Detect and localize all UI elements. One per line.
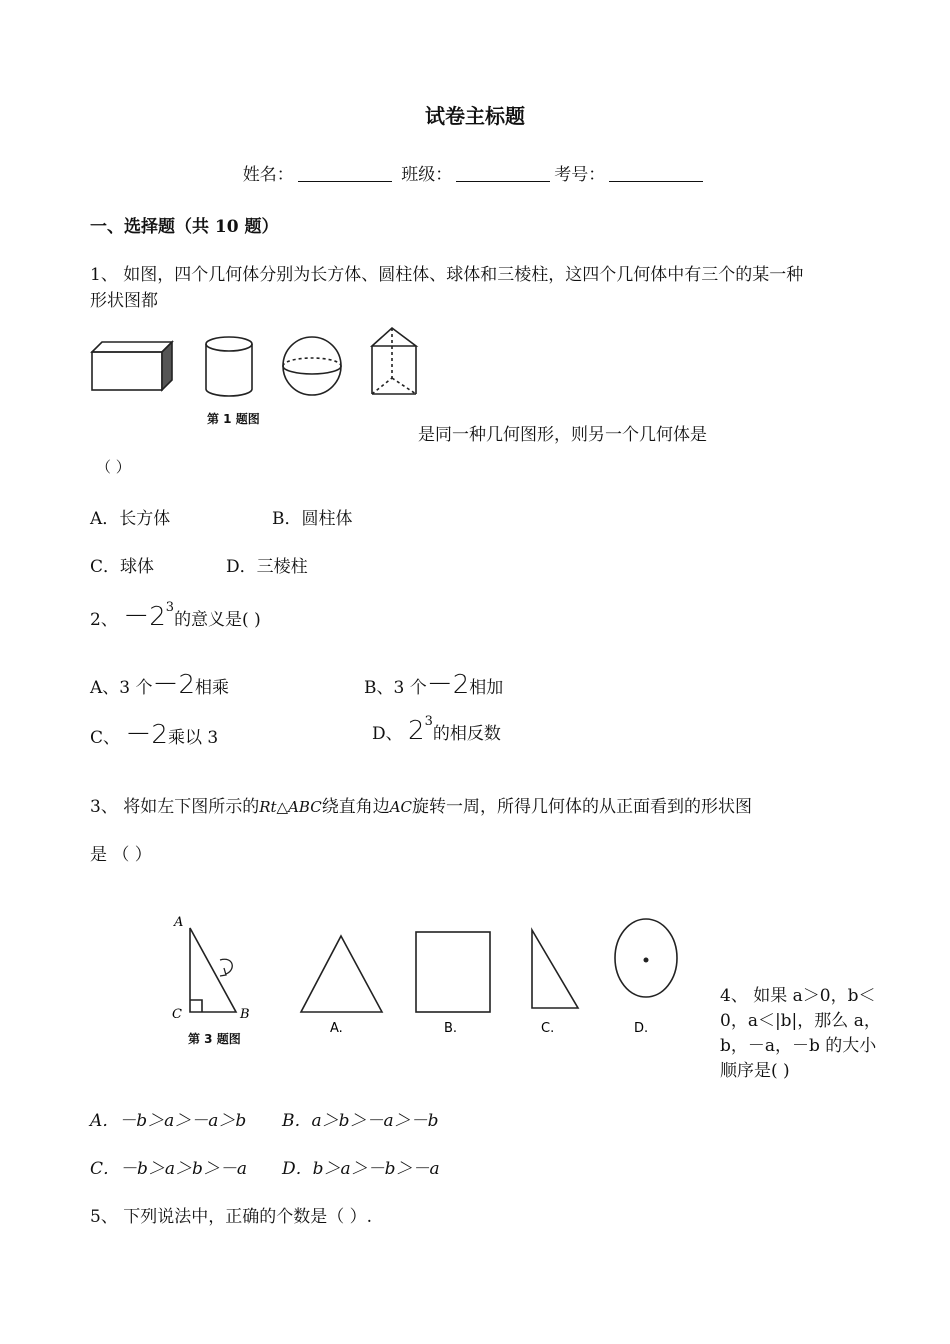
q1-text-line2: 形状图都: [90, 291, 158, 311]
q1-answer-paren[interactable]: （ ）: [96, 458, 131, 476]
q1-option-d[interactable]: D．三棱柱: [226, 557, 308, 577]
cylinder-shape: [206, 337, 252, 396]
q3-ac-symbol: AC: [389, 798, 413, 816]
q3-text-line1: [90, 792, 752, 817]
q3-label-d: D.: [634, 1021, 649, 1036]
q3-vertex-b: B: [240, 1007, 250, 1022]
q2-option-c-post: 乘以 3: [167, 728, 219, 748]
q2-option-d-exponent: 3: [424, 714, 433, 729]
q3-option-b-shape: [416, 932, 490, 1012]
q4-line3: b，－a，－b 的大小: [720, 1036, 877, 1056]
q3-post: 旋转一周，所得几何体的从正面看到的形状图: [412, 797, 753, 817]
page-title: 试卷主标题: [425, 104, 525, 128]
q2-option-c-math: －2: [125, 720, 168, 750]
q3-mid: 绕直角边: [321, 797, 390, 817]
q2-option-a-post: 相乘: [195, 678, 230, 698]
q3-figure-caption: 第 3 题图: [188, 1032, 241, 1046]
id-label: 考号：: [554, 165, 606, 185]
q2-option-a[interactable]: [90, 664, 229, 701]
cuboid-shape: [92, 342, 172, 390]
q3-option-a-shape: [301, 936, 382, 1012]
q1-option-b[interactable]: B．圆柱体: [272, 509, 353, 529]
q3-vertex-a: A: [174, 915, 184, 930]
id-blank[interactable]: [609, 167, 703, 182]
q2-option-b-post: 相加: [469, 678, 504, 698]
class-label: 班级：: [401, 165, 453, 185]
q4-stem: [720, 984, 881, 1084]
q4-option-a[interactable]: A．－b＞a＞－a＞b: [90, 1111, 247, 1131]
q3-text-line2: 是 （ ）: [90, 845, 152, 865]
q3-option-c-shape: [532, 930, 578, 1008]
q2-option-d-pre: D、: [372, 724, 403, 744]
class-blank[interactable]: [456, 167, 550, 182]
q3-label-b: B.: [444, 1021, 458, 1036]
q3-triangle-symbol: Rt△ABC: [259, 798, 322, 816]
q1-option-c[interactable]: C．球体: [90, 557, 155, 577]
prism-shape: [372, 328, 416, 394]
q4-option-c[interactable]: C．－b＞a＞b＞－a: [90, 1159, 248, 1179]
q5-stem: 5、 下列说法中，正确的个数是（ ）.: [90, 1207, 373, 1227]
q2-option-a-math: －2: [152, 670, 196, 700]
q2-option-b-math: －2: [426, 670, 470, 700]
sphere-shape: [283, 337, 341, 395]
q2-option-b[interactable]: [364, 664, 503, 701]
q2-exponent: 3: [165, 600, 175, 615]
q2-option-d[interactable]: [372, 714, 501, 746]
q3-triangle-abc: [190, 928, 236, 1012]
q1-text-line3: 是同一种几何图形，则另一个几何体是: [418, 425, 707, 445]
student-info-line: [0, 160, 950, 185]
q3-option-d-shape: [615, 919, 677, 997]
section-heading: 一、选择题（共 10 题）: [90, 217, 279, 237]
q2-option-c[interactable]: [90, 714, 218, 751]
q3-pre: 3、 将如左下图所示的: [90, 797, 260, 817]
q2-stem: [90, 596, 261, 633]
q3-label-c: C.: [541, 1021, 555, 1036]
q1-option-a[interactable]: A．长方体: [90, 509, 171, 529]
q2-option-d-post: 的相反数: [432, 724, 501, 744]
name-blank[interactable]: [298, 167, 392, 182]
q1-text-line1: 1、 如图，四个几何体分别为长方体、圆柱体、球体和三棱柱，这四个几何体中有三个的某一种: [90, 265, 804, 285]
q4-line1: 4、 如果 a＞0，b＜: [720, 986, 876, 1006]
q3-label-a: A.: [330, 1021, 343, 1036]
q4-option-b[interactable]: B．a＞b＞－a＞－b: [282, 1111, 439, 1131]
q2-number: 2、: [90, 610, 118, 630]
q2-expression: －2: [123, 602, 166, 632]
q2-option-a-pre: A、3 个: [90, 678, 153, 698]
q2-option-c-pre: C、: [90, 728, 121, 748]
q4-line2: 0，a＜|b|，那么 a，: [720, 1011, 881, 1031]
q2-option-d-math: 2: [408, 716, 425, 746]
q1-figure-caption: 第 1 题图: [207, 412, 260, 426]
q2-option-b-pre: B、3 个: [364, 678, 427, 698]
q3-vertex-c: C: [172, 1007, 182, 1022]
name-label: 姓名：: [242, 165, 294, 185]
q4-option-d[interactable]: D．b＞a＞－b＞－a: [282, 1159, 440, 1179]
q2-suffix: 的意义是( ): [174, 610, 261, 630]
q4-line4: 顺序是( ): [720, 1061, 790, 1081]
